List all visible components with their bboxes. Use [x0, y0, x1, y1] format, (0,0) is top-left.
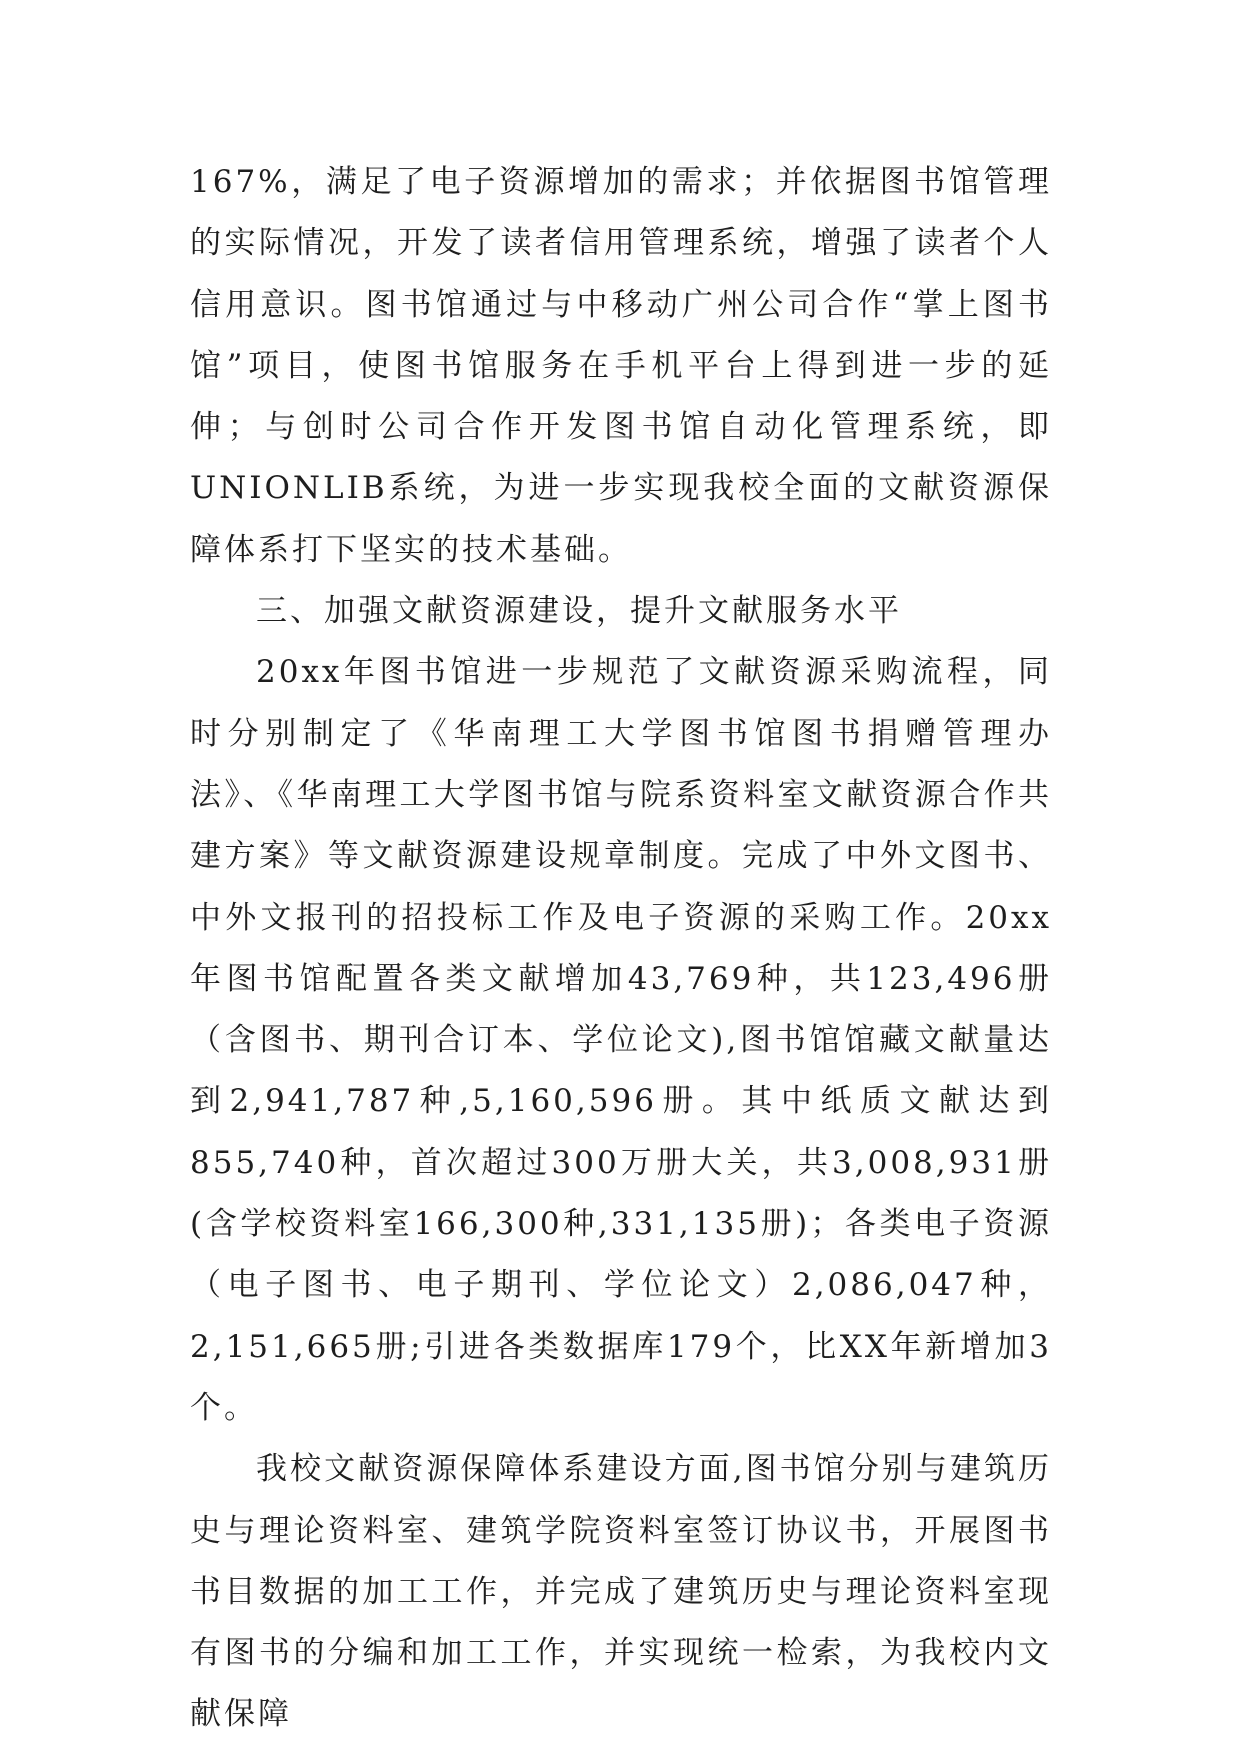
document-body: [190, 152, 1052, 1746]
paragraph-resource-building: 20xx年图书馆进一步规范了文献资源采购流程，同时分别制定了《华南理工大学图书馆图书捐赠管理办法》、《华南理工大学图书馆与院系资料室文献资源合作共建方案》等文献资源建设规章制度。完成了中外文图书、中外文报刊的招投标工作及电子资源的采购工作。20xx年图书馆配置各类文献增加43,769种，共123,496册（含图书、期刊合订本、学位论文),图书馆馆藏文献量达到2,941,787种,5,160,596册。其中纸质文献达到855,740种，首次超过300万册大关，共3,008,931册(含学校资料室166,300种,331,135册)；各类电子资源（电子图书、电子期刊、学位论文）2,086,047种，2,151,665册;引进各类数据库179个，比XX年新增加3个。: [190, 654, 1052, 1426]
paragraph-library-systems: 167%，满足了电子资源增加的需求；并依据图书馆管理的实际情况，开发了读者信用管理系统，增强了读者个人信用意识。图书馆通过与中移动广州公司合作“掌上图书馆”项目，使图书馆服务在手机平台上得到进一步的延伸；与创时公司合作开发图书馆自动化管理系统，即UNIONLIB系统，为进一步实现我校全面的文献资源保障体系打下坚实的技术基础。: [190, 164, 1052, 568]
paragraph-resource-guarantee: 我校文献资源保障体系建设方面,图书馆分别与建筑历史与理论资料室、建筑学院资料室签订协议书，开展图书书目数据的加工工作，并完成了建筑历史与理论资料室现有图书的分编和加工工作，并实现统一检索，为我校内文献保障: [190, 1451, 1052, 1733]
section-heading-3: 三、加强文献资源建设，提升文献服务水平: [256, 593, 902, 630]
